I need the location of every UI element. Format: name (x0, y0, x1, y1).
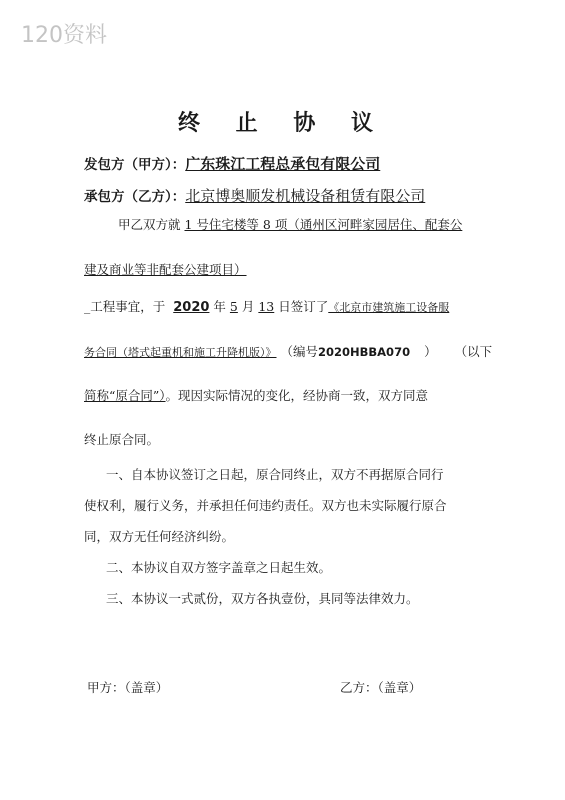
party-b (84, 185, 425, 206)
body-text: 年 (213, 299, 226, 314)
clause-3: 三、本协议一式贰份，双方各执壹份，具同等法律效力。 (106, 591, 419, 606)
body-line-5 (84, 386, 428, 404)
body-text: 月 (241, 299, 255, 314)
body-text: 。现因实际情况的变化，经协商一致，双方同意 (165, 388, 429, 403)
party-a-label: 发包方（甲方）： (84, 157, 186, 173)
sign-month: 5 (229, 299, 238, 314)
body-line-2: 建及商业等非配套公建项目） (84, 262, 247, 277)
body-line-1 (118, 215, 462, 233)
watermark: 120资料 (21, 23, 107, 48)
clause-1-line-3: 同，双方无任何经济纠纷。 (84, 529, 235, 544)
short-name: 简称“原合同”） (84, 388, 166, 403)
project-name: 1 号住宅楼等 8 项（通州区河畔家园居住、配套公 (184, 217, 463, 232)
body-text: 日签订了 (278, 299, 329, 314)
party-b-label: 承包方（乙方）： (84, 189, 186, 205)
clause-1-line-2: 使权利，履行义务，并承担任何违约责任。双方也未实际履行原合 (84, 498, 447, 513)
contract-name: 《北京市建筑施工设备服 (328, 301, 450, 314)
body-text: （编号 (280, 344, 318, 359)
body-line-4 (84, 342, 492, 360)
party-a (84, 153, 380, 174)
clause-1-line-1: 一、自本协议签订之日起，原合同终止，双方不再据原合同行 (106, 467, 444, 482)
document-title: 终 止 协 议 (178, 111, 387, 136)
party-b-value: 北京博奥顺发机械设备租赁有限公司 (185, 187, 426, 205)
party-a-value: 广东珠江工程总承包有限公司 (185, 155, 381, 173)
body-text: 甲乙双方就 (118, 217, 181, 232)
clause-2: 二、本协议自双方签字盖章之日起生效。 (106, 560, 332, 575)
body-text: ） (424, 344, 437, 359)
contract-name-cont: 务合同（塔式起重机和施工升降机版）》 (84, 346, 277, 359)
signature-party-b: 乙方：（盖章） (340, 680, 422, 695)
signature-party-a: 甲方：（盖章） (87, 680, 169, 695)
body-text: _工程事宜，于 (84, 299, 166, 314)
contract-code: 2020HBBA070 (318, 345, 411, 359)
sign-day: 13 (258, 299, 275, 314)
sign-year: 2020 (173, 300, 210, 315)
body-line-6: 终止原合同。 (84, 432, 160, 447)
body-text: （以下 (454, 344, 493, 359)
body-line-3 (84, 297, 449, 315)
